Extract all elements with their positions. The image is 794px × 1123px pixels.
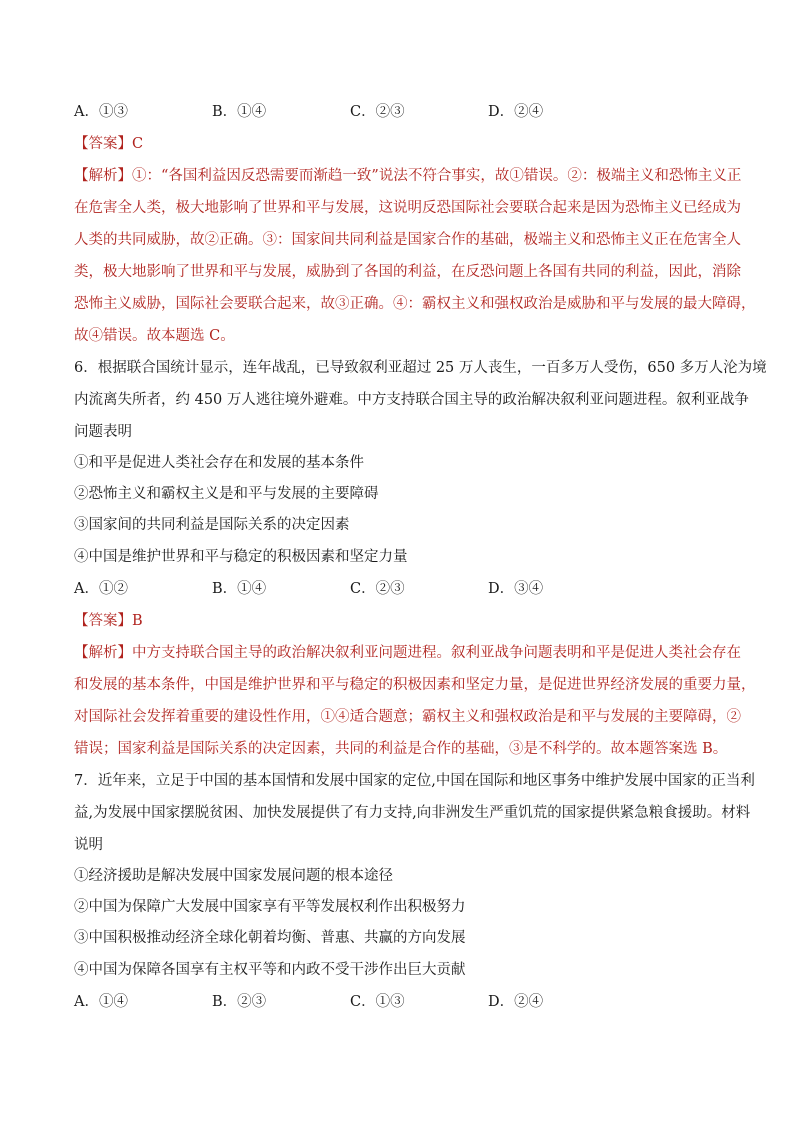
q7-option-c: C．①③ (350, 994, 405, 1010)
q6-analysis-line-1 (74, 643, 741, 663)
q7-stem-line-3: 说明 (74, 837, 103, 853)
q5-analysis-line-5: 恐怖主义威胁，国际社会要联合起来，故③正确。④：霸权主义和强权政治是威胁和平与发展的最大障碍， (74, 296, 756, 312)
q6-analysis-label: 【解析】 (74, 645, 132, 661)
q7-option-a: A．①④ (74, 994, 128, 1010)
q6-statement-2: ②恐怖主义和霸权主义是和平与发展的主要障碍 (74, 486, 379, 502)
q7-stem-line-2: 益,为发展中国家摆脱贫困、加快发展提供了有力支持,向非洲发生严重饥荒的国家提供紧急粮食援助。材料 (74, 805, 751, 821)
q7-statement-2: ②中国为保障广大发展中国家享有平等发展权利作出积极努力 (74, 899, 466, 915)
q6-answer-value: B (132, 613, 143, 629)
q6-answer (74, 611, 143, 631)
q5-option-a: A．①③ (74, 104, 128, 120)
q6-stem-line-3: 问题表明 (74, 424, 132, 440)
q5-analysis-line-3: 人类的共同威胁，故②正确。③：国家间共同利益是国家合作的基础，极端主义和恐怖主义正在危害全人 (74, 232, 741, 248)
q6-option-c: C．②③ (350, 581, 405, 597)
q6-stem-line-2: 内流离失所者，约 450 万人逃往境外避难。中方支持联合国主导的政治解决叙利亚问题进程。叙利亚战争 (74, 392, 749, 408)
q7-option-b: B．②③ (212, 994, 267, 1010)
q7-option-d: D．②④ (488, 994, 544, 1010)
q7-statement-3: ③中国积极推动经济全球化朝着均衡、普惠、共赢的方向发展 (74, 930, 466, 946)
q5-analysis-label: 【解析】 (74, 168, 132, 184)
q6-analysis-line-4: 错误；国家利益是国际关系的决定因素，共同的利益是合作的基础，③是不科学的。故本题答案选 B。 (74, 741, 728, 757)
q5-analysis-text-1: ①：“各国利益因反恐需要而渐趋一致”说法不符合事实，故①错误。②：极端主义和恐怖主义正 (132, 168, 742, 184)
q5-analysis-line-4: 类，极大地影响了世界和平与发展，威胁到了各国的利益，在反恐问题上各国有共同的利益，因此，消除 (74, 264, 741, 280)
q6-statement-1: ①和平是促进人类社会存在和发展的基本条件 (74, 455, 364, 471)
q5-answer-value: C (132, 136, 144, 152)
q6-statement-4: ④中国是维护世界和平与稳定的积极因素和坚定力量 (74, 549, 408, 565)
q6-analysis-text-1: 中方支持联合国主导的政治解决叙利亚问题进程。叙利亚战争问题表明和平是促进人类社会存在 (132, 645, 741, 661)
q7-statement-4: ④中国为保障各国享有主权平等和内政不受干涉作出巨大贡献 (74, 962, 466, 978)
q5-options (74, 102, 734, 122)
q7-statement-1: ①经济援助是解决发展中国家发展问题的根本途径 (74, 868, 393, 884)
q6-option-a: A．①② (74, 581, 128, 597)
q5-answer (74, 134, 143, 154)
q6-analysis-line-2: 和发展的基本条件，中国是维护世界和平与稳定的积极因素和坚定力量，是促进世界经济发展的重要力量， (74, 677, 756, 693)
q6-options (74, 579, 734, 599)
q5-analysis-line-2: 在危害全人类，极大地影响了世界和平与发展，这说明反恐国际社会要联合起来是因为恐怖主义已经成为 (74, 200, 741, 216)
q5-analysis-line-6: 故④错误。故本题选 C。 (74, 328, 235, 344)
q6-stem-line-1: 6．根据联合国统计显示，连年战乱，已导致叙利亚超过 25 万人丧生，一百多万人受伤，650 多万人沦为境 (74, 360, 767, 376)
q5-answer-label: 【答案】 (74, 136, 132, 152)
q6-option-b: B．①④ (212, 581, 267, 597)
q6-answer-label: 【答案】 (74, 613, 132, 629)
q5-option-c: C．②③ (350, 104, 405, 120)
q7-options (74, 992, 734, 1012)
q6-statement-3: ③国家间的共同利益是国际关系的决定因素 (74, 517, 350, 533)
q5-option-b: B．①④ (212, 104, 267, 120)
q5-analysis-line-1 (74, 166, 741, 186)
q6-analysis-line-3: 对国际社会发挥着重要的建设性作用，①④适合题意；霸权主义和强权政治是和平与发展的主要障碍，② (74, 709, 741, 725)
q5-option-d: D．②④ (488, 104, 544, 120)
q7-stem-line-1: 7．近年来，立足于中国的基本国情和发展中国家的定位,中国在国际和地区事务中维护发展中国家的正当利 (74, 773, 755, 789)
q6-option-d: D．③④ (488, 581, 544, 597)
